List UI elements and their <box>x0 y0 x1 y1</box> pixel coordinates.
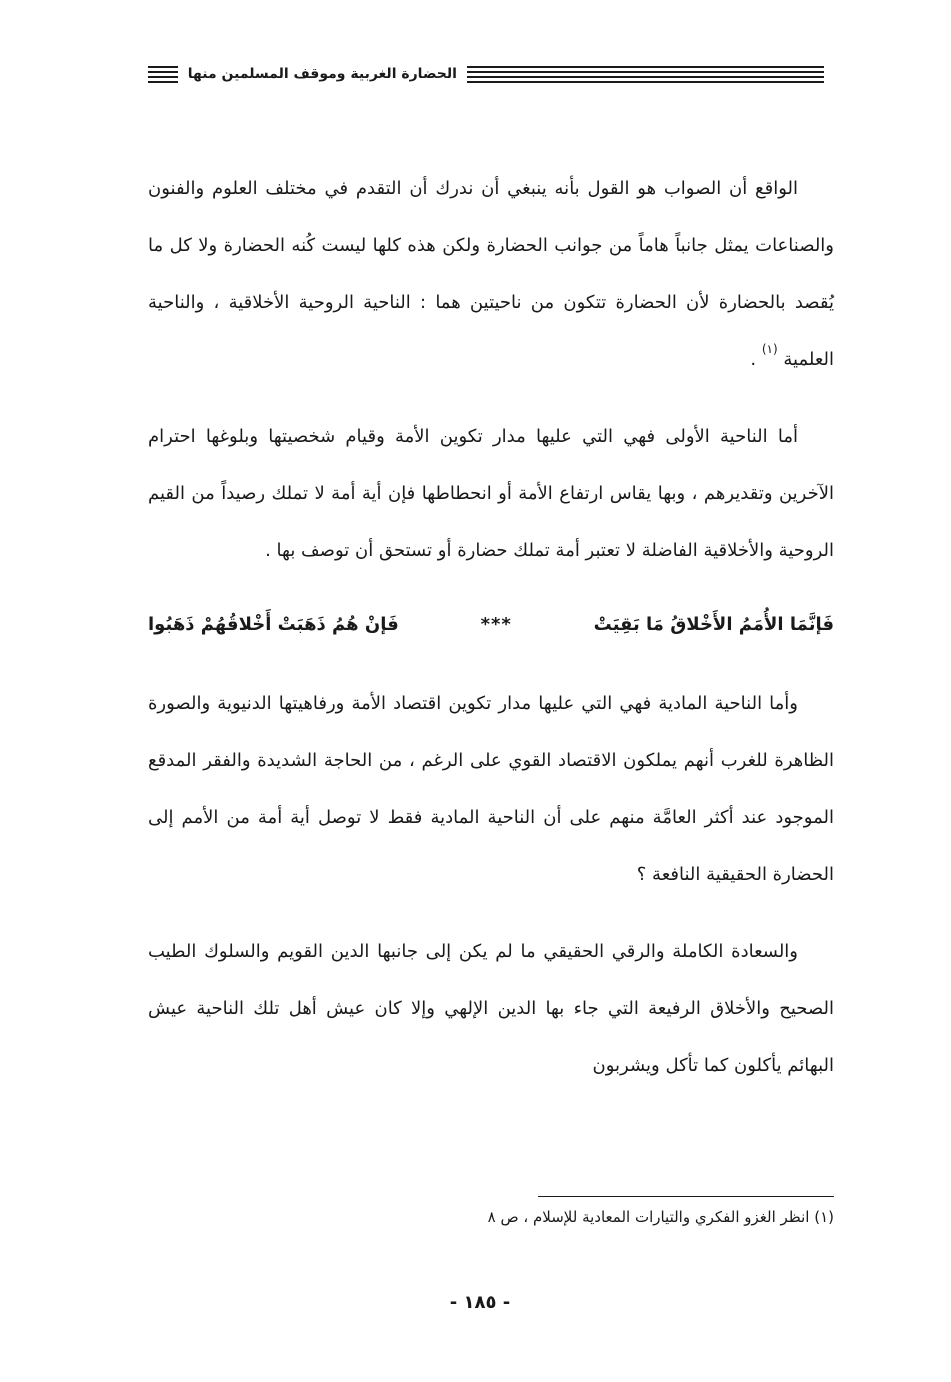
paragraph-4: والسعادة الكاملة والرقي الحقيقي ما لم يكن إلى جانبها الدين القويم والسلوك الطيب الصحيح والأخلاق الرفيعة التي جاء بها الدين الإلهي وإلا كان عيش أهل تلك الناحية عيش البهائم يأكلون كما تأكل ويشربون <box>148 941 834 1076</box>
paragraph-1 <box>148 160 834 388</box>
footnote: (١) انظر الغزو الفكري والتيارات المعادية للإسلام ، ص ٨ <box>487 1208 834 1226</box>
poetry-verse <box>148 599 834 649</box>
footnote-divider <box>538 1196 834 1197</box>
paragraph-1-text: الواقع أن الصواب هو القول بأنه ينبغي أن ندرك أن التقدم في مختلف العلوم والفنون والصناعات يمثل جانباً هاماً من جوانب الحضارة ولكن هذه كلها ليست كُنه الحضارة ولا كل ما يُقصد بالحضارة لأن الحضارة تتكون من ناحيتين هما : الناحية الروحية الأخلاقية ، والناحية العلمية <box>148 178 834 370</box>
paragraph-1-end: . <box>750 349 762 370</box>
header-title: الحضارة الغربية وموقف المسلمين منها <box>187 66 457 82</box>
header-rule-left <box>148 66 178 83</box>
verse-second-hemistich: فَإنْ هُمُ ذَهَبَتْ أَخْلاقُهُمْ ذَهَبُوا <box>148 613 399 635</box>
verse-separator: *** <box>480 613 512 635</box>
verse-first-hemistich: فَإنَّمَا الأُمَمُ الأَخْلاقُ مَا بَقِيَتْ <box>593 613 834 635</box>
main-text <box>148 160 834 1114</box>
page-number: - ١٨٥ - <box>449 1292 511 1313</box>
header-rule-right <box>467 66 824 83</box>
footnote-reference: (١) <box>761 342 778 356</box>
paragraph-2: أما الناحية الأولى فهي التي عليها مدار تكوين الأمة وقيام شخصيتها وبلوغها احترام الآخرين وتقديرهم ، وبها يقاس ارتفاع الأمة أو انحطاطها فإن أية أمة لا تملك رصيداً من القيم الروحية والأخلاقية الفاضلة لا تعتبر أمة تملك حضارة أو تستحق أن توصف بها . <box>148 426 834 561</box>
running-header <box>148 60 824 88</box>
paragraph-3: وأما الناحية المادية فهي التي عليها مدار تكوين اقتصاد الأمة ورفاهيتها الدنيوية والصورة الظاهرة للغرب أنهم يملكون الاقتصاد القوي على الرغم ، من الحاجة الشديدة والفقر المدقع الموجود عند أكثر العامَّة منهم على أن الناحية المادية فقط لا توصل أية أمة من الأمم إلى الحضارة الحقيقية النافعة ؟ <box>148 693 834 885</box>
